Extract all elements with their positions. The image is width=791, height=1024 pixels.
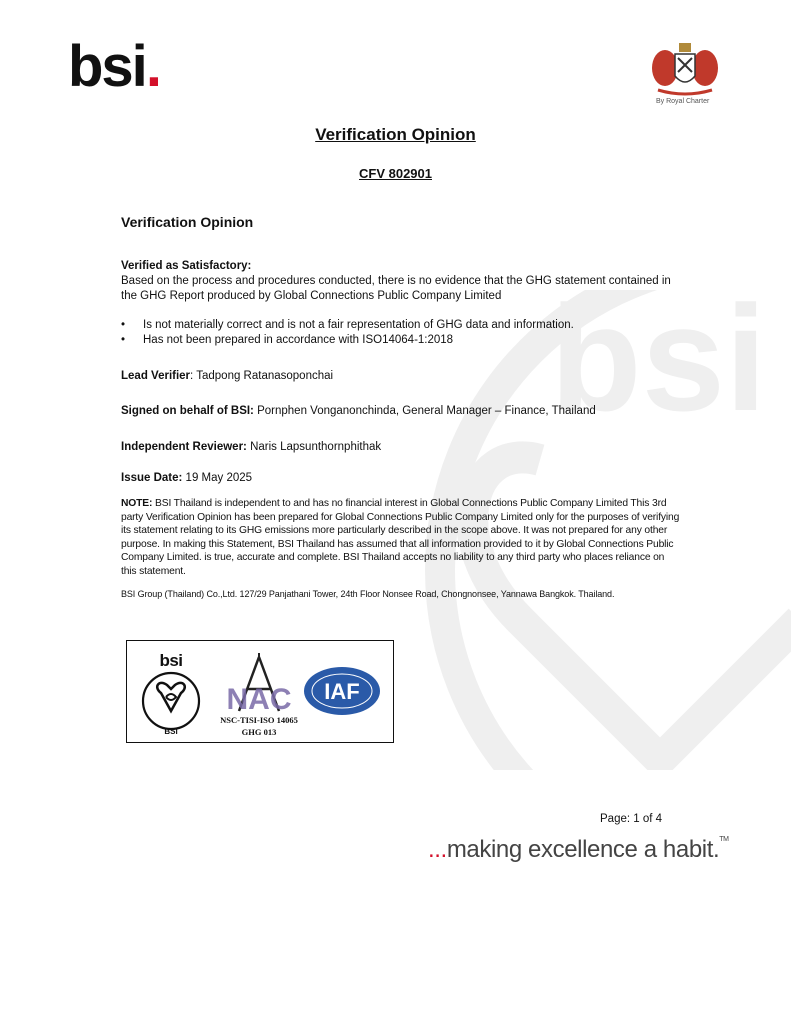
section-heading: Verification Opinion xyxy=(121,214,254,230)
lead-verifier-separator: : xyxy=(190,370,197,382)
lead-verifier-label: Lead Verifier xyxy=(121,370,191,382)
crest-caption: By Royal Charter xyxy=(656,98,710,105)
list-item-text: Has not been prepared in accordance with ISO14064-1:2018 xyxy=(143,334,454,346)
issue-date xyxy=(121,472,252,484)
royal-crest-icon xyxy=(650,40,720,98)
list-item xyxy=(121,318,681,333)
note-paragraph xyxy=(121,497,681,578)
note-text: BSI Thailand is independent to and has no financial interest in Global Connections Public Company Limited This 3rd party Verification Opinion has been prepared for Global Connections Public Company Limited only for the purposes of verifying its statement relating to its GHG emissions more particularly described in the scope above. It was not prepared for any other purpose. In making this Statement, BSI Thailand has assumed that all information provided to it by Global Connections Public Company Limited. is true, accurate and complete. BSI Thailand accepts no liability to any third party who places reliance on this statement. xyxy=(121,498,680,577)
page-number: Page: 1 of 4 xyxy=(600,813,663,825)
trademark-mark: TM xyxy=(719,836,729,843)
independent-reviewer-value: Naris Lapsunthornphithak xyxy=(246,441,382,453)
status-text: Based on the process and procedures conducted, there is no evidence that the GHG statement contained in the GHG Report produced by Global Connections Public Company Limited xyxy=(121,275,671,302)
nac-caption xyxy=(209,714,309,738)
accreditation-logos xyxy=(126,640,394,743)
company-address: BSI Group (Thailand) Co.,Ltd. 127/29 Panjathani Tower, 24th Floor Nonsee Road, Chongnonsee, Yannawa Bangkok. Thailand. xyxy=(121,589,615,599)
issue-date-label: Issue Date: xyxy=(121,472,183,484)
slogan-text: making excellence a habit. xyxy=(446,836,720,863)
findings-list xyxy=(121,318,681,348)
lead-verifier-value: Tadpong Ratanasoponchai xyxy=(196,370,334,382)
kitemark-bottom-text: BSI xyxy=(164,727,178,736)
bsi-logo-dot: . xyxy=(145,34,160,99)
list-item xyxy=(121,333,681,348)
nac-caption-line2: GHG 013 xyxy=(241,727,277,737)
page-title: Verification Opinion xyxy=(315,125,476,144)
status-label: Verified as Satisfactory: xyxy=(121,260,252,272)
nac-caption-line1: NSC-TISI-ISO 14065 xyxy=(220,715,298,725)
signed-on-behalf-value: Pornphen Vonganonchinda, General Manager – Finance, Thailand xyxy=(253,405,596,417)
nac-accreditation-icon xyxy=(219,653,299,715)
slogan-dots: ... xyxy=(428,836,447,863)
list-item-text: Is not materially correct and is not a fair representation of GHG data and information. xyxy=(143,319,574,331)
bsi-logo xyxy=(68,34,160,99)
iaf-logo-text: IAF xyxy=(324,679,360,704)
bsi-logo-text: bsi xyxy=(68,34,146,99)
lead-verifier xyxy=(121,370,333,382)
slogan xyxy=(428,836,729,864)
note-label: NOTE: xyxy=(121,498,153,509)
independent-reviewer-label: Independent Reviewer: xyxy=(121,441,247,453)
iaf-logo-icon xyxy=(302,665,382,717)
signed-on-behalf xyxy=(121,405,596,417)
svg-text:bsi: bsi xyxy=(550,290,767,442)
certificate-number: CFV 802901 xyxy=(359,166,432,181)
signed-on-behalf-label: Signed on behalf of BSI: xyxy=(121,405,254,417)
issue-date-value: 19 May 2025 xyxy=(182,472,253,484)
bullet-icon: • xyxy=(121,319,126,331)
independent-reviewer xyxy=(121,441,381,453)
nac-logo-text: NAC xyxy=(226,683,292,715)
kitemark-top-text: bsi xyxy=(159,651,183,670)
bullet-icon: • xyxy=(121,334,126,346)
